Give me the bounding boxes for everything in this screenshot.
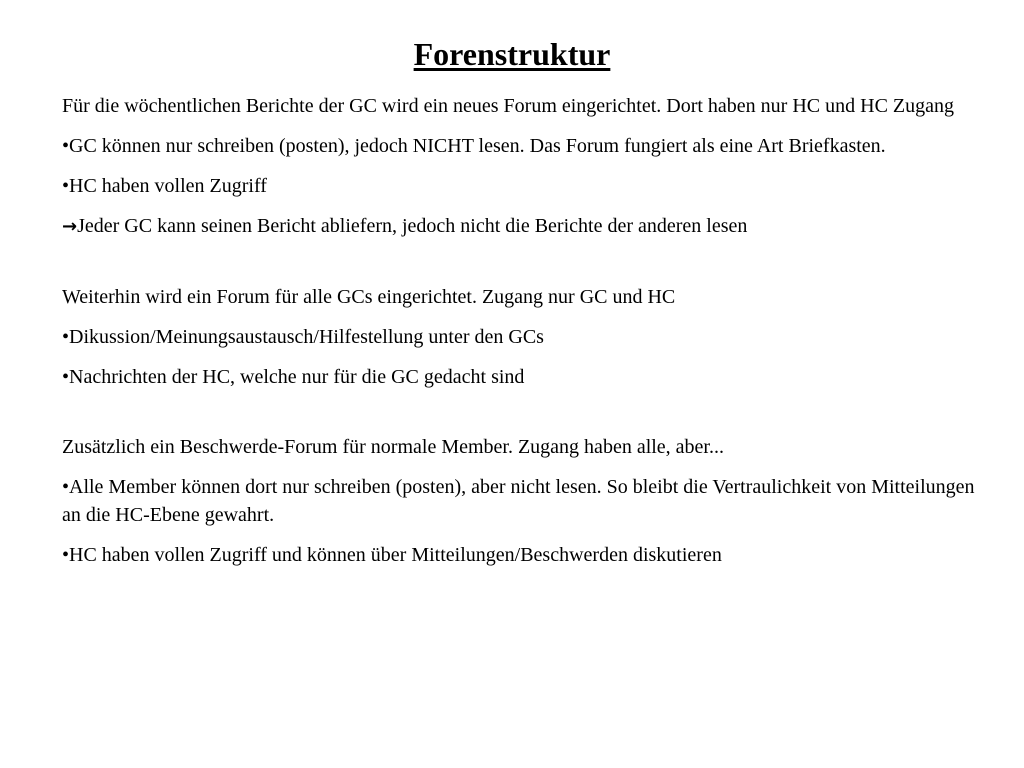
page-title: Forenstruktur (413, 36, 611, 72)
conclusion-line (62, 212, 982, 241)
section-intro: Zusätzlich ein Beschwerde-Forum für normale Member. Zugang haben alle, aber... (62, 436, 724, 458)
bullet-item: •Alle Member können dort nur schreiben (posten), aber nicht lesen. So bleibt die Vertraulichkeit von Mitteilungen an die HC-Ebene gewahrt. (62, 476, 975, 526)
conclusion-text: Jeder GC kann seinen Bericht abliefern, jedoch nicht die Berichte der anderen lesen (77, 215, 748, 237)
section-complaint-forum (62, 433, 982, 569)
section-spacer (62, 253, 982, 283)
bullet-item: •Nachrichten der HC, welche nur für die GC gedacht sind (62, 366, 525, 388)
section-spacer (62, 403, 982, 433)
section-gc-forum (62, 283, 982, 391)
arrow-right-icon: → (62, 216, 78, 237)
section-intro: Für die wöchentlichen Berichte der GC wird ein neues Forum eingerichtet. Dort haben nur HC und HC Zugang (62, 95, 955, 117)
bullet-item: •Dikussion/Meinungsaustausch/Hilfestellung unter den GCs (62, 326, 544, 348)
slide-body (62, 92, 982, 581)
section-intro: Weiterhin wird ein Forum für alle GCs eingerichtet. Zugang nur GC und HC (62, 286, 676, 308)
section-weekly-reports (62, 92, 982, 241)
bullet-item: •HC haben vollen Zugriff (62, 175, 267, 197)
bullet-item: •GC können nur schreiben (posten), jedoch NICHT lesen. Das Forum fungiert als eine Art Briefkasten. (62, 135, 886, 157)
bullet-item: •HC haben vollen Zugriff und können über Mitteilungen/Beschwerden diskutieren (62, 544, 722, 566)
